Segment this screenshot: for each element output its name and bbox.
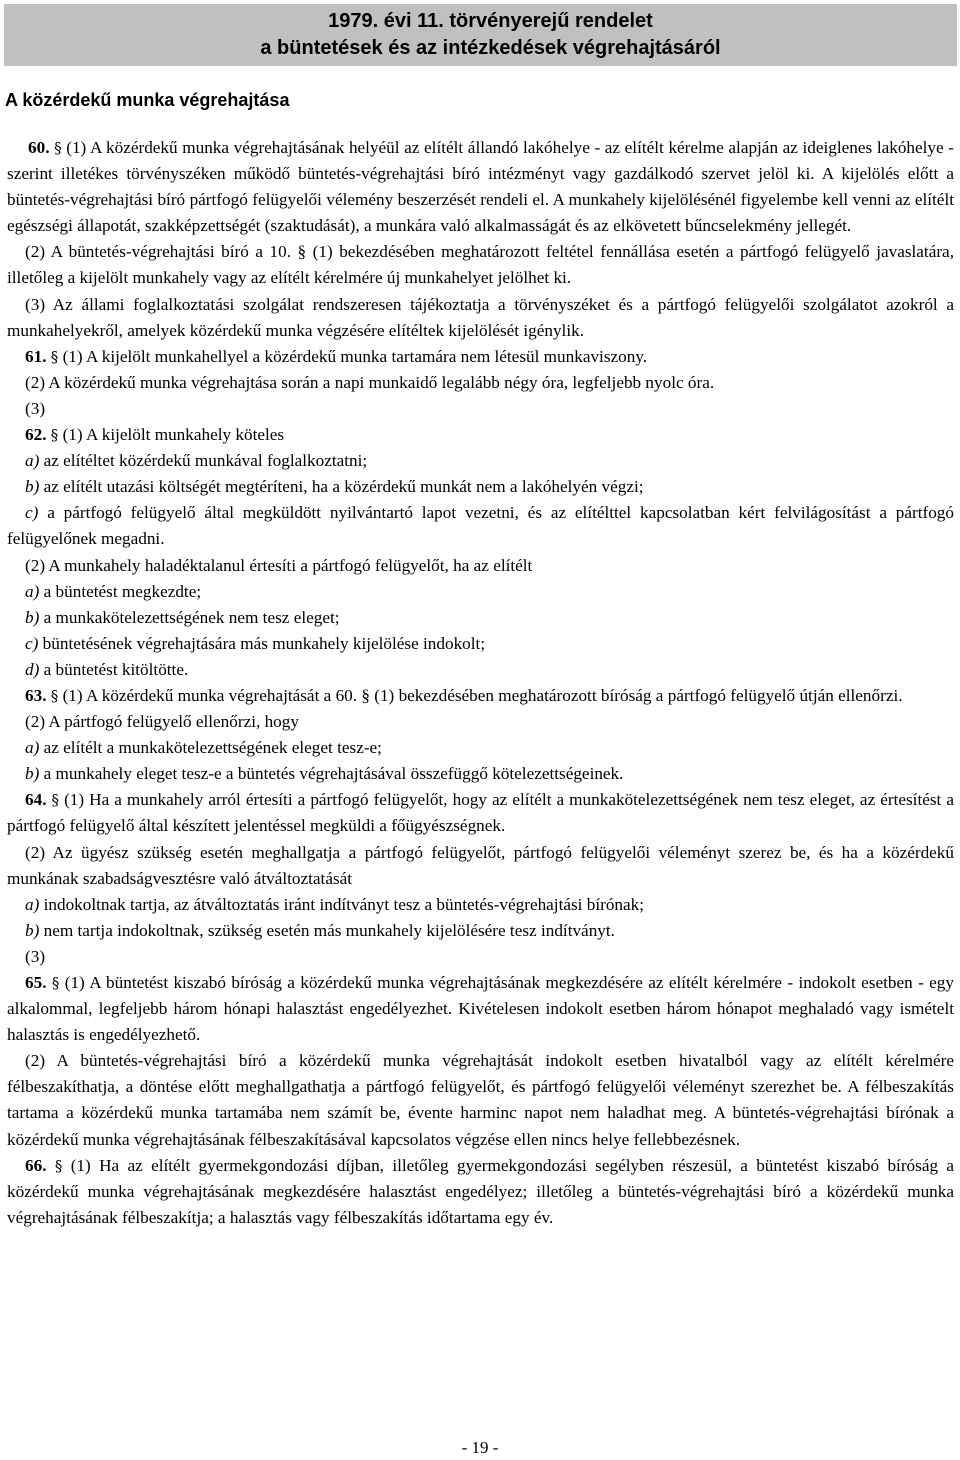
paragraph-64-1 [7, 787, 954, 839]
section-sign-icon: § [51, 791, 60, 810]
paragraph-text: (2) A büntetés-végrehajtási bíró a 10. § (1) bekezdésében meghatározott feltétel fennállása esetén a pártfogó felügyelő javaslatára, illetőleg a kijelölt munkahely vagy az elítélt kérelmére új munkahelyet jelölhet ki. [7, 242, 954, 288]
paragraph-text: (1) A kijelölt munkahellyel a közérdekű munka tartamára nem létesül munkaviszony. [62, 346, 648, 366]
section-sign-icon: § [51, 974, 60, 992]
paragraph-63-1 [7, 683, 954, 709]
paragraph-62-1 [7, 422, 954, 448]
item-letter: a) [25, 451, 40, 471]
paragraph-64-2 [7, 840, 954, 892]
paragraph-60-2 [7, 239, 954, 291]
paragraph-64-3 [7, 944, 954, 970]
paragraph-text: (1) A közérdekű munka végrehajtását a 60. § (1) bekezdésében meghatározott bíróság a pártfogó felügyelő útján ellenőrzi. [62, 685, 903, 705]
paragraph-text: (1) Ha a munkahely arról értesíti a pártfogó felügyelőt, hogy az elítélt a munkakötelezettségének nem tesz eleget, az értesítést a pártfogó felügyelő által készített jelentéssel megküldi a főügyészségnek. [7, 790, 955, 836]
item-letter: a) [25, 581, 40, 601]
list-item [7, 735, 954, 761]
list-item-text: a pártfogó felügyelő által megküldött nyilvántartó lapot vezetni, és az elítélttel kapcsolatban kért felvilágosítást a pártfogó felügyelőnek megadni. [7, 503, 954, 549]
list-item-text: a munkakötelezettségének nem tesz eleget; [43, 607, 340, 627]
section-number: 62. [25, 425, 47, 445]
item-letter: b) [25, 607, 40, 627]
item-letter: b) [25, 920, 40, 940]
list-item [7, 918, 954, 944]
list-item-text: a munkahely eleget tesz-e a büntetés végrehajtásával összefüggő kötelezettségeinek. [43, 764, 624, 784]
paragraph-text: (1) A közérdekű munka végrehajtásának helyéül az elítélt állandó lakóhelye - az elítélt kérelme alapján az ideiglenes lakóhelye - szerint illetékes törvényszéken működő büntetés-végrehajtási bíró intézményt vagy gazdálkodó szervet jelöl ki. A kijelölés előtt a büntetés-végrehajtási bíró pártfogó felügyelői vélemény beszerzését rendeli el. A munkahely kijelölésénél figyelembe kell venni az elítélt egészségi állapotát, szakképzettségét (szaktudását), a munkára való alkalmasságát és az elkövetett bűncselekmény jellegét. [7, 138, 954, 236]
paragraph-65-1 [7, 970, 954, 1048]
section-sign-icon: § [50, 686, 59, 705]
list-item [7, 892, 954, 918]
item-letter: a) [25, 894, 40, 914]
list-item-text: a büntetést kitöltötte. [43, 659, 189, 679]
paragraph-text: (1) A kijelölt munkahely köteles [62, 425, 285, 445]
list-item [7, 579, 954, 605]
list-item-text: büntetésének végrehajtására más munkahely kijelölése indokolt; [42, 633, 486, 653]
section-sign-icon: § [50, 426, 59, 445]
paragraph-text: (2) A közérdekű munka végrehajtása során a napi munkaidő legalább négy óra, legfeljebb nyolc óra. [25, 372, 715, 392]
section-sign-icon: § [54, 1156, 63, 1175]
list-item-text: az elítéltet közérdekű munkával foglalkoztatni; [43, 451, 368, 471]
section-number: 66. [25, 1155, 47, 1175]
paragraph-text: (1) A büntetést kiszabó bíróság a közérdekű munka végrehajtásának megkezdésére az elítélt kérelmére - indokolt esetben - egy alkalommal, legfeljebb három hónapi halasztást engedélyezhet. Kivételesen indokolt esetben három hónapot meghaladó vagy ismételt halasztás is engedélyezhető. [7, 973, 954, 1045]
paragraph-text: (3) [25, 946, 46, 966]
item-letter: a) [25, 738, 40, 758]
list-item [7, 448, 954, 474]
document-header [4, 4, 957, 66]
item-letter: b) [25, 764, 40, 784]
list-item-text: indokoltnak tartja, az átváltoztatás iránt indítványt tesz a büntetés-végrehajtási bírónak; [43, 894, 645, 914]
paragraph-66-1 [7, 1153, 954, 1231]
document-body [7, 135, 954, 1231]
paragraph-text: (3) [25, 398, 46, 418]
list-item [7, 474, 954, 500]
list-item-text: az elítélt a munkakötelezettségének eleget tesz-e; [43, 738, 382, 758]
list-item-text: a büntetést megkezdte; [43, 581, 202, 601]
paragraph-text: (2) A munkahely haladéktalanul értesíti a pártfogó felügyelőt, ha az elítélt [25, 555, 533, 575]
paragraph-61-3 [7, 396, 954, 422]
paragraph-61-1 [7, 344, 954, 370]
section-sign-icon: § [54, 139, 62, 157]
section-number: 60. [28, 138, 50, 157]
paragraph-text: (3) Az állami foglalkoztatási szolgálat rendszeresen tájékoztatja a törvényszéket és a pártfogó felügyelői szolgálatot azokról a munkahelyekről, amelyek közérdekű munka végzésére elítéltek kijelölését igénylik. [7, 294, 954, 340]
section-number: 61. [25, 346, 47, 366]
header-title-line2: a büntetések és az intézkedések végrehajtásáról [260, 37, 721, 59]
paragraph-61-2 [7, 370, 954, 396]
paragraph-text: (2) A büntetés-végrehajtási bíró a közérdekű munka végrehajtását indokolt esetben hivatalból vagy az elítélt kérelmére félbeszakíthatja, a döntése előtt meghallgathatja a pártfogó felügyelőt, és pártfogó felügyelői véleményt szerezhet be. A félbeszakítás tartama a közérdekű munka tartamába nem számít be, évente harminc napot nem haladhat meg. A büntetés-végrehajtási bírónak a közérdekű munka végrehajtásának félbeszakításával kapcsolatos végzése ellen nincs helye fellebbezésnek. [7, 1051, 954, 1149]
paragraph-60-1 [7, 135, 954, 239]
paragraph-62-2 [7, 553, 954, 579]
page-number: - 19 - [461, 1438, 499, 1457]
list-item-text: az elítélt utazási költségét megtéríteni, ha a közérdekű munkát nem a lakóhelyén végzi; [43, 477, 644, 497]
item-letter: d) [25, 659, 40, 679]
list-item [7, 657, 954, 683]
item-letter: c) [25, 633, 39, 653]
list-item [7, 761, 954, 787]
item-letter: b) [25, 477, 40, 497]
list-item [7, 605, 954, 631]
paragraph-text: (2) A pártfogó felügyelő ellenőrzi, hogy [25, 712, 299, 732]
header-title-line1: 1979. évi 11. törvényerejű rendelet [328, 10, 653, 32]
paragraph-text: (1) Ha az elítélt gyermekgondozási díjban, illetőleg gyermekgondozási segélyben részesül, a büntetést kiszabó bíróság a közérdekű munka végrehajtásának megkezdésére halasztást engedélyez; illetőleg a büntetés-végrehajtási bíró a közérdekű munka végrehajtásának félbeszakítja; a halasztás vagy félbeszakítás időtartama egy év. [7, 1155, 955, 1227]
section-number: 64. [25, 790, 47, 810]
paragraph-60-3 [7, 292, 954, 344]
list-item-text: nem tartja indokoltnak, szükség esetén más munkahely kijelölésére tesz indítványt. [43, 920, 615, 940]
paragraph-65-2 [7, 1048, 954, 1152]
section-number: 63. [25, 685, 47, 705]
item-letter: c) [25, 503, 39, 523]
section-number: 65. [25, 973, 47, 992]
list-item [7, 500, 954, 552]
paragraph-63-2 [7, 709, 954, 735]
list-item [7, 631, 954, 657]
section-title: A közérdekű munka végrehajtása [5, 90, 290, 110]
section-sign-icon: § [50, 347, 59, 366]
paragraph-text: (2) Az ügyész szükség esetén meghallgatja a pártfogó felügyelőt, pártfogó felügyelői véleményt szerez be, és ha a közérdekű munkának szabadságvesztésre való átváltoztatását [7, 842, 954, 888]
